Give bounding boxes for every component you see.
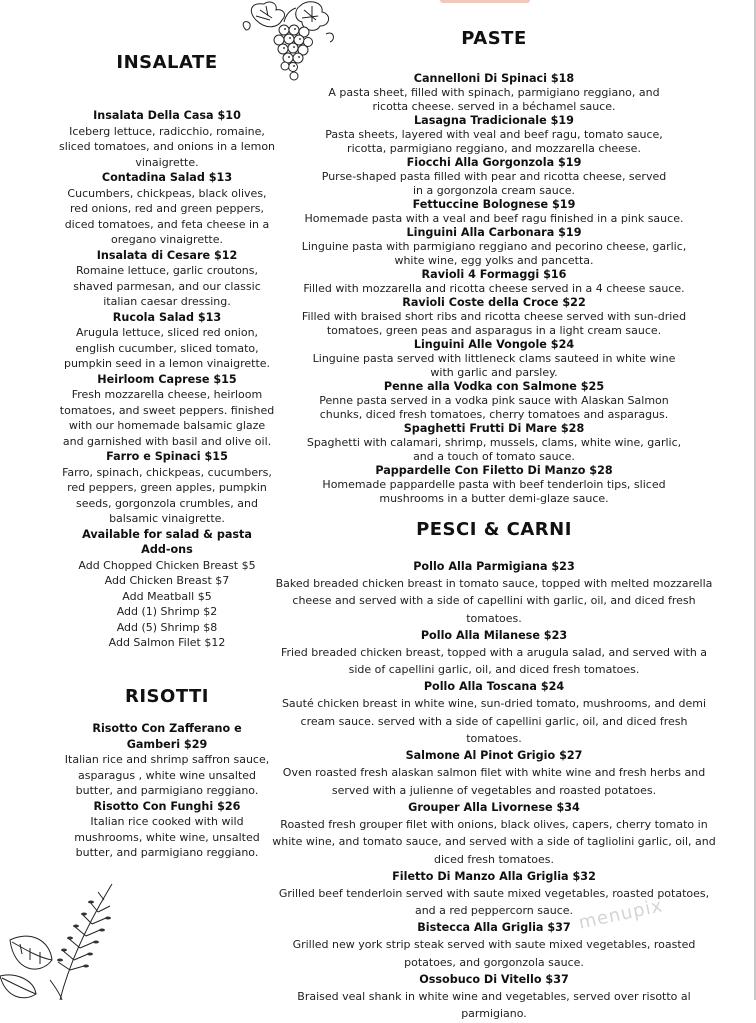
item-name: Pollo Alla Toscana $24 xyxy=(423,680,565,694)
item-name: Linguini Alla Carbonara $19 xyxy=(406,226,582,239)
item-name: Insalata Della Casa $10 xyxy=(93,109,241,122)
item-description: Farro, spinach, chickpeas, cucumbers, red peppers, green apples, pumpkin seeds, gorgonzola crumbles, and balsamic vinaigrette. xyxy=(62,465,272,525)
item-name: Fettuccine Bolognese $19 xyxy=(412,198,576,211)
item-name: Pappardelle Con Filetto Di Manzo $28 xyxy=(375,464,613,477)
addon-item: Add Chopped Chicken Breast $5 xyxy=(78,558,256,572)
menu-item xyxy=(272,268,716,296)
item-name: Ravioli 4 Formaggi $16 xyxy=(421,268,567,281)
menu-item xyxy=(272,198,716,226)
item-description: Spaghetti with calamari, shrimp, mussels, clams, white wine, garlic, and a touch of tomato sauce. xyxy=(306,436,682,463)
item-description: Arugula lettuce, sliced red onion, english cucumber, sliced tomato, pumpkin seed in a lemon vinaigrette. xyxy=(63,326,271,370)
item-name: Farro e Spinaci $15 xyxy=(106,450,228,463)
item-name: Spaghetti Frutti Di Mare $28 xyxy=(403,422,585,435)
item-description: Filled with braised short ribs and ricotta cheese served with sun-dried tomatoes, green peas and asparagus in a light cream sauce. xyxy=(301,310,687,337)
item-name: Heirloom Caprese $15 xyxy=(97,372,237,386)
item-description: A pasta sheet, filled with spinach, parmigiano reggiano, and ricotta cheese. served in a béchamel sauce. xyxy=(328,86,660,113)
menu-item xyxy=(58,248,276,310)
item-name: Lasagna Tradicionale $19 xyxy=(414,114,574,127)
risotti-items xyxy=(58,721,276,861)
addon-item: Add (1) Shrimp $2 xyxy=(116,605,218,618)
addon-item: Add Salmon Filet $12 xyxy=(108,636,226,649)
item-description: Grilled beef tenderloin served with saute mixed vegetables, roasted potatoes, and a red peppercorn sauce. xyxy=(278,886,710,918)
addon-item: Add Meatball $5 xyxy=(122,589,212,603)
menu-item xyxy=(272,156,716,198)
item-name: Risotto Con Zafferano e Gamberi $29 xyxy=(92,722,242,751)
item-description: Oven roasted fresh alaskan salmon filet with white wine and fresh herbs and served with a julienne of vegetables and roasted potatoes. xyxy=(282,766,706,797)
item-description: Cucumbers, chickpeas, black olives, red onions, red and green peppers, diced tomatoes, and feta cheese in a oregano vinaigrette. xyxy=(64,186,270,246)
item-name: Risotto Con Funghi $26 xyxy=(93,799,241,813)
item-description: Fresh mozzarella cheese, heirloom tomatoes, and sweet peppers. finished with our homemade balsamic glaze and garnished with basil and olive oil. xyxy=(59,388,275,448)
paste-title: PASTE xyxy=(461,28,527,49)
item-name: Cannelloni Di Spinaci $18 xyxy=(413,72,575,85)
addon-item: Add Chicken Breast $7 xyxy=(104,574,230,587)
pesci-carni-section xyxy=(272,519,716,540)
item-name: Bistecca Alla Griglia $37 xyxy=(417,921,571,935)
item-name: Grouper Alla Livornese $34 xyxy=(408,800,580,814)
paste-section xyxy=(272,28,716,49)
item-description: Fried breaded chicken breast, topped with a arugula salad, and served with a side of capellini garlic, oil, and diced fresh tomatoes. xyxy=(280,645,708,677)
item-name: Rucola Salad $13 xyxy=(112,310,222,324)
item-description: Baked breaded chicken breast in tomato sauce, topped with melted mozzarella cheese and served with a side of capellini with garlic, oil, and diced fresh tomatoes. xyxy=(275,577,713,625)
item-name: Pollo Alla Parmigiana $23 xyxy=(413,560,575,573)
item-description: Sauté chicken breast in white wine, sun-dried tomato, mushrooms, and demi cream sauce. served with a side of capellini garlic, oil, and diced fresh tomatoes. xyxy=(281,697,707,746)
leaf-sprig-illustration xyxy=(0,880,130,1000)
menu-item xyxy=(272,114,716,156)
menu-item xyxy=(272,226,716,268)
risotti-section xyxy=(58,686,276,707)
item-description: Roasted fresh grouper filet with onions, black olives, capers, cherry tomato in white wine, and tomato sauce, and served with a side of tagliolini garlic, oil, and diced fresh tomatoes. xyxy=(272,817,716,866)
item-name: Fiocchi Alla Gorgonzola $19 xyxy=(406,156,582,169)
menu-item xyxy=(272,627,716,679)
item-name: Filetto Di Manzo Alla Griglia $32 xyxy=(392,869,596,883)
item-description: Penne pasta served in a vodka pink sauce with Alaskan Salmon chunks, diced fresh tomatoes, cherry tomatoes and asparagus. xyxy=(319,394,669,421)
menu-item xyxy=(58,799,276,861)
menu-item xyxy=(58,310,276,372)
menu-item xyxy=(58,372,276,450)
item-description: Linguine pasta with parmigiano reggiano and pecorino cheese, garlic, white wine, egg yolks and pancetta. xyxy=(301,240,687,267)
watermark: menupix xyxy=(576,895,665,934)
item-name: Salmone Al Pinot Grigio $27 xyxy=(405,749,583,763)
pesci-carni-title: PESCI & CARNI xyxy=(416,519,572,540)
paste-items xyxy=(272,72,716,506)
item-description: Romaine lettuce, garlic croutons, shaved parmesan, and our classic italian caesar dressing. xyxy=(73,264,261,308)
item-name: Contadina Salad $13 xyxy=(101,171,233,184)
menu-item xyxy=(272,296,716,338)
item-description: Linguine pasta served with littleneck clams sauteed in white wine with garlic and parsley. xyxy=(312,352,676,379)
menu-item xyxy=(58,108,276,170)
item-description: Braised veal shank in white wine and vegetables, served over risotto al parmigiano. xyxy=(297,990,691,1021)
item-name: Linguini Alle Vongole $24 xyxy=(413,338,575,351)
menu-item xyxy=(272,919,716,971)
item-description: Italian rice cooked with wild mushrooms, white wine, unsalted butter, and parmigiano reggiano. xyxy=(74,815,260,859)
top-edge-mark xyxy=(440,0,530,3)
menu-item xyxy=(272,971,716,1023)
menu-item xyxy=(272,380,716,422)
item-name: Pollo Alla Milanese $23 xyxy=(420,628,568,642)
item-description: Purse-shaped pasta filled with pear and ricotta cheese, served in a gorgonzola cream sauce. xyxy=(321,170,667,197)
insalate-items xyxy=(58,108,276,651)
addons-title: Add-ons xyxy=(141,543,193,556)
risotti-title: RISOTTI xyxy=(125,686,209,707)
item-description: Homemade pasta with a veal and beef ragu finished in a pink sauce. xyxy=(304,212,684,225)
item-description: Grilled new york strip steak served with saute mixed vegetables, roasted potatoes, and gorgonzola sauce. xyxy=(292,938,696,969)
item-name: Penne alla Vodka con Salmone $25 xyxy=(383,380,605,393)
menu-item xyxy=(58,170,276,248)
pesci-carni-items xyxy=(272,558,716,1023)
menu-item xyxy=(272,747,716,799)
item-description: Italian rice and shrimp saffron sauce, asparagus , white wine unsalted butter, and parmigiano reggiano. xyxy=(64,753,270,797)
addons-heading: Available for salad & pasta xyxy=(82,527,252,541)
menu-item xyxy=(58,721,276,799)
menu-item xyxy=(272,338,716,380)
menu-item xyxy=(272,799,716,868)
item-name: Insalata di Cesare $12 xyxy=(96,248,238,262)
insalate-section xyxy=(58,52,276,73)
item-name: Ravioli Coste della Croce $22 xyxy=(402,296,586,309)
menu-item xyxy=(272,72,716,114)
menu-item xyxy=(272,558,716,627)
menu-item xyxy=(58,449,276,527)
insalate-title: INSALATE xyxy=(116,52,218,73)
addons-block xyxy=(58,527,276,651)
item-description: Homemade pappardelle pasta with beef tenderloin tips, sliced mushrooms in a butter demi-glaze sauce. xyxy=(322,478,666,505)
item-name: Ossobuco Di Vitello $37 xyxy=(419,973,569,987)
addon-item: Add (5) Shrimp $8 xyxy=(116,620,218,634)
item-description: Filled with mozzarella and ricotta cheese served in a 4 cheese sauce. xyxy=(303,282,685,295)
menu-item xyxy=(272,678,716,747)
menu-item xyxy=(272,464,716,506)
item-description: Pasta sheets, layered with veal and beef ragu, tomato sauce, ricotta, parmigiano reggiano, and mozzarella cheese. xyxy=(325,128,663,155)
item-description: Iceberg lettuce, radicchio, romaine, sliced tomatoes, and onions in a lemon vinaigrette. xyxy=(58,124,276,169)
menu-item xyxy=(272,422,716,464)
